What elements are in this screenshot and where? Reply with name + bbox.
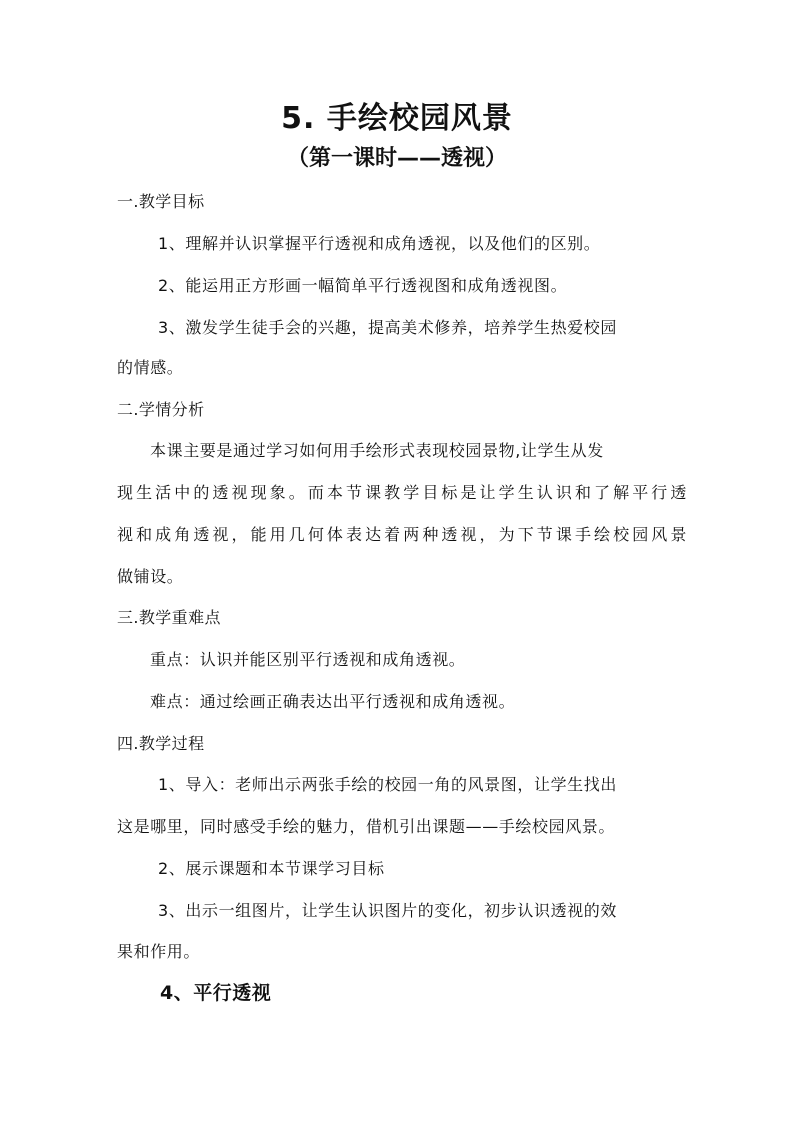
process-step-4-heading: 4、平行透视 bbox=[160, 982, 272, 1004]
objective-item-2: 2、能运用正方形画一幅简单平行透视图和成角透视图。 bbox=[158, 276, 568, 295]
process-step-3-line-1: 3、出示一组图片，让学生认识图片的变化，初步认识透视的效 bbox=[158, 901, 617, 920]
objective-item-1: 1、理解并认识掌握平行透视和成角透视，以及他们的区别。 bbox=[158, 234, 601, 253]
process-step-2: 2、展示课题和本节课学习目标 bbox=[158, 859, 385, 878]
analysis-line-2: 现生活中的透视现象。而本节课教学目标是让学生认识和了解平行透 bbox=[117, 483, 687, 502]
process-step-1-line-2: 这是哪里，同时感受手绘的魅力，借机引出课题——手绘校园风景。 bbox=[117, 817, 616, 836]
section-heading-analysis: 二.学情分析 bbox=[117, 400, 205, 419]
objective-item-3-line-2: 的情感。 bbox=[117, 358, 184, 377]
process-step-1-line-1: 1、导入：老师出示两张手绘的校园一角的风景图，让学生找出 bbox=[158, 775, 617, 794]
analysis-line-4: 做铺设。 bbox=[117, 567, 184, 586]
objective-item-3-line-1: 3、激发学生徒手会的兴趣，提高美术修养，培养学生热爱校园 bbox=[158, 318, 617, 337]
section-heading-process: 四.教学过程 bbox=[117, 734, 205, 753]
section-heading-key-points: 三.教学重难点 bbox=[117, 608, 221, 627]
document-subtitle: （第一课时——透视） bbox=[286, 146, 507, 171]
process-step-3-line-2: 果和作用。 bbox=[117, 942, 201, 961]
section-heading-objectives: 一.教学目标 bbox=[117, 192, 205, 211]
document-title: 5. 手绘校园风景 bbox=[281, 101, 513, 136]
difficult-point: 难点：通过绘画正确表达出平行透视和成角透视。 bbox=[150, 692, 516, 711]
key-point: 重点：认识并能区别平行透视和成角透视。 bbox=[150, 650, 466, 669]
analysis-line-3: 视和成角透视，能用几何体表达着两种透视，为下节课手绘校园风景 bbox=[117, 525, 687, 544]
analysis-line-1: 本课主要是通过学习如何用手绘形式表现校园景物,让学生从发 bbox=[150, 441, 604, 460]
